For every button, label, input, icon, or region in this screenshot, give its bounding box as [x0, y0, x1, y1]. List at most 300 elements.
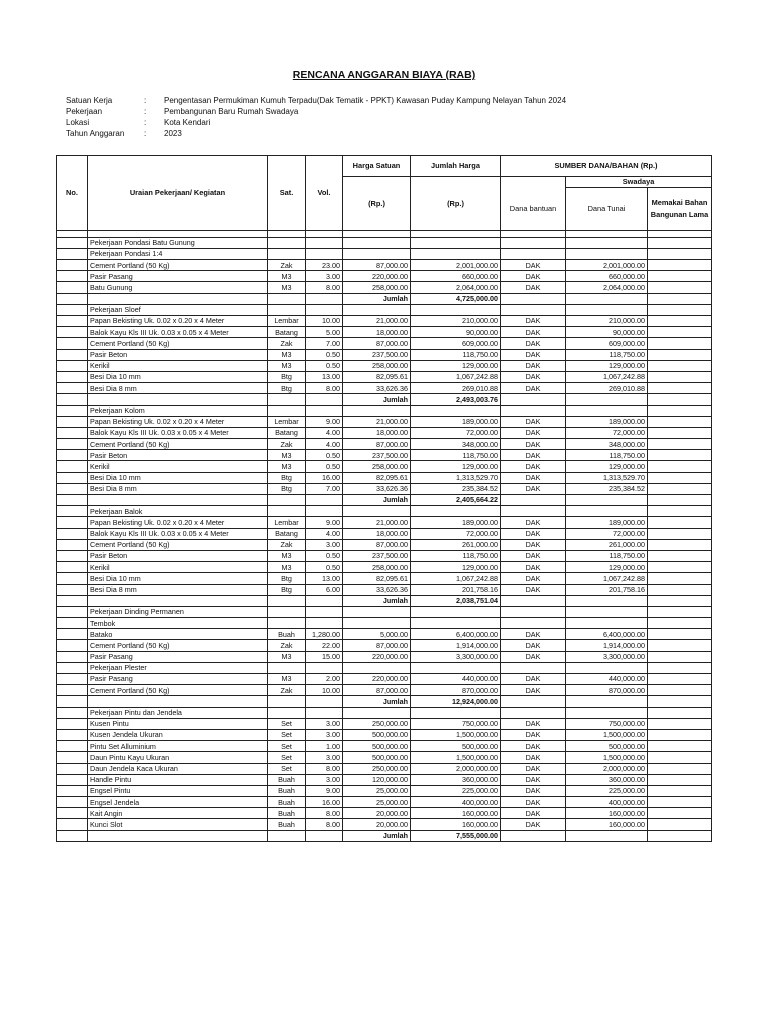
no-cell — [57, 371, 88, 382]
item-description: Engsel Jendela — [88, 797, 268, 808]
item-unit-price: 87,000.00 — [343, 439, 411, 450]
no-cell — [57, 248, 88, 259]
meta-separator: : — [144, 96, 147, 105]
item-volume: 13.00 — [306, 371, 343, 382]
item-bahan-lama — [648, 450, 712, 461]
no-cell — [57, 797, 88, 808]
item-unit-price: 258,000.00 — [343, 360, 411, 371]
item-unit: Set — [268, 718, 306, 729]
empty-cell — [306, 662, 343, 673]
item-dana-tunai: 210,000.00 — [566, 316, 648, 327]
empty-cell — [306, 304, 343, 315]
item-volume: 22.00 — [306, 640, 343, 651]
section-row — [57, 405, 712, 416]
empty-cell — [306, 394, 343, 405]
item-unit: Buah — [268, 629, 306, 640]
item-description: Kusen Pintu — [88, 718, 268, 729]
item-total-price: 160,000.00 — [411, 808, 501, 819]
item-unit-price: 250,000.00 — [343, 763, 411, 774]
item-dana-tunai: 225,000.00 — [566, 785, 648, 796]
section-title: Pekerjaan Sloef — [88, 304, 268, 315]
table-row — [57, 819, 712, 830]
meta-row — [66, 96, 566, 107]
subtotal-row — [57, 394, 712, 405]
empty-cell — [566, 830, 648, 841]
item-unit-price: 20,000.00 — [343, 819, 411, 830]
item-total-price: 360,000.00 — [411, 774, 501, 785]
item-dana-bantuan: DAK — [501, 360, 566, 371]
item-description: Kerikil — [88, 461, 268, 472]
header-harga-unit: (Rp.) — [343, 177, 411, 231]
table-row — [57, 371, 712, 382]
table-row — [57, 584, 712, 595]
subtotal-label: Jumlah — [343, 696, 411, 707]
item-description: Besi Dia 8 mm — [88, 383, 268, 394]
item-dana-bantuan: DAK — [501, 785, 566, 796]
empty-cell — [343, 304, 411, 315]
item-description: Pasir Beton — [88, 550, 268, 561]
item-dana-tunai: 2,001,000.00 — [566, 260, 648, 271]
no-cell — [57, 528, 88, 539]
section-row — [57, 237, 712, 248]
item-total-price: 1,067,242.88 — [411, 371, 501, 382]
item-volume: 0.50 — [306, 550, 343, 561]
item-unit-price: 33,626.36 — [343, 383, 411, 394]
item-description: Balok Kayu Kls III Uk. 0.03 x 0.05 x 4 Meter — [88, 427, 268, 438]
item-bahan-lama — [648, 785, 712, 796]
item-dana-bantuan: DAK — [501, 741, 566, 752]
item-dana-tunai: 129,000.00 — [566, 461, 648, 472]
item-dana-tunai: 189,000.00 — [566, 416, 648, 427]
empty-cell — [343, 506, 411, 517]
empty-cell — [343, 237, 411, 248]
no-cell — [57, 416, 88, 427]
item-unit: Set — [268, 763, 306, 774]
item-total-price: 235,384.52 — [411, 483, 501, 494]
section-title: Pekerjaan Dinding Permanen — [88, 606, 268, 617]
item-bahan-lama — [648, 629, 712, 640]
item-dana-tunai: 3,300,000.00 — [566, 651, 648, 662]
item-description: Papan Bekisting Uk. 0.02 x 0.20 x 4 Meter — [88, 416, 268, 427]
item-bahan-lama — [648, 729, 712, 740]
empty-cell — [501, 495, 566, 506]
item-dana-bantuan: DAK — [501, 282, 566, 293]
empty-cell — [306, 248, 343, 259]
item-total-price: 261,000.00 — [411, 539, 501, 550]
item-description: Pasir Pasang — [88, 651, 268, 662]
item-dana-bantuan: DAK — [501, 517, 566, 528]
item-unit-price: 220,000.00 — [343, 651, 411, 662]
no-cell — [57, 618, 88, 629]
empty-cell — [88, 293, 268, 304]
table-row — [57, 338, 712, 349]
item-volume: 3.00 — [306, 729, 343, 740]
item-unit: Buah — [268, 785, 306, 796]
empty-cell — [343, 618, 411, 629]
item-dana-tunai: 118,750.00 — [566, 550, 648, 561]
item-bahan-lama — [648, 640, 712, 651]
item-volume: 1,280.00 — [306, 629, 343, 640]
no-cell — [57, 327, 88, 338]
header-sat: Sat. — [268, 156, 306, 231]
item-dana-tunai: 440,000.00 — [566, 674, 648, 685]
item-volume: 8.00 — [306, 383, 343, 394]
empty-cell — [88, 595, 268, 606]
item-dana-bantuan: DAK — [501, 729, 566, 740]
item-dana-tunai: 129,000.00 — [566, 360, 648, 371]
item-dana-bantuan: DAK — [501, 573, 566, 584]
item-unit-price: 33,626.36 — [343, 483, 411, 494]
empty-cell — [501, 394, 566, 405]
empty-cell — [501, 662, 566, 673]
empty-cell — [566, 405, 648, 416]
item-dana-tunai: 90,000.00 — [566, 327, 648, 338]
item-volume: 7.00 — [306, 338, 343, 349]
item-total-price: 118,750.00 — [411, 550, 501, 561]
item-volume: 16.00 — [306, 472, 343, 483]
meta-label: Lokasi — [66, 118, 90, 127]
item-bahan-lama — [648, 282, 712, 293]
item-unit-price: 220,000.00 — [343, 674, 411, 685]
empty-cell — [306, 506, 343, 517]
item-volume: 0.50 — [306, 349, 343, 360]
header-dana-tunai: Dana Tunai — [566, 188, 648, 231]
item-description: Batako — [88, 629, 268, 640]
empty-cell — [411, 237, 501, 248]
item-unit-price: 87,000.00 — [343, 539, 411, 550]
section-title: Pekerjaan Pondasi Batu Gunung — [88, 237, 268, 248]
item-unit: Btg — [268, 573, 306, 584]
item-dana-tunai: 72,000.00 — [566, 528, 648, 539]
empty-cell — [306, 595, 343, 606]
empty-cell — [268, 606, 306, 617]
item-unit-price: 18,000.00 — [343, 528, 411, 539]
item-dana-tunai: 609,000.00 — [566, 338, 648, 349]
item-bahan-lama — [648, 349, 712, 360]
no-cell — [57, 562, 88, 573]
item-dana-tunai: 118,750.00 — [566, 450, 648, 461]
no-cell — [57, 651, 88, 662]
empty-cell — [343, 230, 411, 237]
meta-row — [66, 107, 566, 118]
item-unit: Buah — [268, 808, 306, 819]
no-cell — [57, 718, 88, 729]
item-dana-bantuan: DAK — [501, 260, 566, 271]
item-volume: 10.00 — [306, 685, 343, 696]
section-title: Tembok — [88, 618, 268, 629]
item-description: Balok Kayu Kls III Uk. 0.03 x 0.05 x 4 Meter — [88, 528, 268, 539]
item-bahan-lama — [648, 360, 712, 371]
table-row — [57, 539, 712, 550]
item-dana-bantuan: DAK — [501, 439, 566, 450]
empty-cell — [411, 405, 501, 416]
no-cell — [57, 830, 88, 841]
item-unit-price: 20,000.00 — [343, 808, 411, 819]
empty-cell — [306, 696, 343, 707]
table-row — [57, 729, 712, 740]
item-description: Pasir Pasang — [88, 271, 268, 282]
section-row — [57, 304, 712, 315]
no-cell — [57, 685, 88, 696]
no-cell — [57, 763, 88, 774]
subsection-row — [57, 248, 712, 259]
item-dana-bantuan: DAK — [501, 752, 566, 763]
header-harga: Harga Satuan — [343, 156, 411, 177]
header-uraian: Uraian Pekerjaan/ Kegiatan — [88, 156, 268, 231]
empty-cell — [648, 830, 712, 841]
item-unit: Buah — [268, 774, 306, 785]
item-description: Daun Jendela Kaca Ukuran — [88, 763, 268, 774]
item-unit: Set — [268, 741, 306, 752]
no-cell — [57, 539, 88, 550]
empty-cell — [411, 230, 501, 237]
item-total-price: 1,500,000.00 — [411, 752, 501, 763]
item-total-price: 210,000.00 — [411, 316, 501, 327]
empty-cell — [343, 248, 411, 259]
empty-cell — [501, 248, 566, 259]
no-cell — [57, 450, 88, 461]
item-bahan-lama — [648, 483, 712, 494]
item-total-price: 129,000.00 — [411, 461, 501, 472]
item-unit-price: 87,000.00 — [343, 338, 411, 349]
table-row — [57, 360, 712, 371]
empty-cell — [501, 618, 566, 629]
no-cell — [57, 674, 88, 685]
item-dana-tunai: 160,000.00 — [566, 808, 648, 819]
item-unit: Batang — [268, 528, 306, 539]
item-unit: M3 — [268, 562, 306, 573]
item-unit-price: 258,000.00 — [343, 282, 411, 293]
table-row — [57, 685, 712, 696]
item-dana-tunai: 750,000.00 — [566, 718, 648, 729]
empty-cell — [648, 230, 712, 237]
item-bahan-lama — [648, 539, 712, 550]
table-row — [57, 316, 712, 327]
empty-cell — [268, 248, 306, 259]
empty-cell — [501, 696, 566, 707]
empty-cell — [268, 696, 306, 707]
item-volume: 3.00 — [306, 271, 343, 282]
item-dana-bantuan: DAK — [501, 327, 566, 338]
item-description: Besi Dia 8 mm — [88, 584, 268, 595]
empty-cell — [343, 707, 411, 718]
item-total-price: 189,000.00 — [411, 517, 501, 528]
item-description: Besi Dia 10 mm — [88, 371, 268, 382]
item-unit: Batang — [268, 327, 306, 338]
item-total-price: 118,750.00 — [411, 349, 501, 360]
rab-body — [57, 230, 712, 841]
item-unit: M3 — [268, 674, 306, 685]
empty-cell — [648, 506, 712, 517]
item-description: Cement Portland (50 Kg) — [88, 260, 268, 271]
item-dana-tunai: 118,750.00 — [566, 349, 648, 360]
empty-cell — [343, 662, 411, 673]
item-total-price: 72,000.00 — [411, 528, 501, 539]
item-unit-price: 18,000.00 — [343, 427, 411, 438]
empty-cell — [306, 618, 343, 629]
item-dana-bantuan: DAK — [501, 562, 566, 573]
item-unit: M3 — [268, 271, 306, 282]
subtotal-row — [57, 495, 712, 506]
empty-cell — [268, 293, 306, 304]
table-row — [57, 674, 712, 685]
item-unit: Btg — [268, 483, 306, 494]
empty-cell — [501, 237, 566, 248]
no-cell — [57, 260, 88, 271]
item-unit-price: 500,000.00 — [343, 729, 411, 740]
item-volume: 8.00 — [306, 282, 343, 293]
item-dana-bantuan: DAK — [501, 316, 566, 327]
empty-cell — [411, 618, 501, 629]
item-dana-tunai: 500,000.00 — [566, 741, 648, 752]
meta-separator: : — [144, 129, 147, 138]
item-dana-tunai: 1,914,000.00 — [566, 640, 648, 651]
no-cell — [57, 237, 88, 248]
empty-cell — [566, 595, 648, 606]
item-volume: 3.00 — [306, 774, 343, 785]
item-bahan-lama — [648, 260, 712, 271]
item-dana-bantuan: DAK — [501, 808, 566, 819]
meta-value: Kota Kendari — [164, 118, 211, 127]
empty-cell — [501, 595, 566, 606]
item-bahan-lama — [648, 752, 712, 763]
section-row — [57, 506, 712, 517]
item-unit-price: 82,095.61 — [343, 472, 411, 483]
no-cell — [57, 741, 88, 752]
item-total-price: 609,000.00 — [411, 338, 501, 349]
item-unit-price: 21,000.00 — [343, 416, 411, 427]
no-cell — [57, 271, 88, 282]
meta-row — [66, 118, 566, 129]
item-description: Engsel Pintu — [88, 785, 268, 796]
item-unit: Buah — [268, 797, 306, 808]
section-row — [57, 662, 712, 673]
item-volume: 3.00 — [306, 752, 343, 763]
item-description: Pasir Beton — [88, 450, 268, 461]
item-total-price: 1,914,000.00 — [411, 640, 501, 651]
item-unit-price: 18,000.00 — [343, 327, 411, 338]
item-unit: M3 — [268, 450, 306, 461]
item-bahan-lama — [648, 271, 712, 282]
empty-cell — [566, 662, 648, 673]
item-total-price: 269,010.88 — [411, 383, 501, 394]
table-row — [57, 785, 712, 796]
empty-cell — [306, 830, 343, 841]
table-row — [57, 741, 712, 752]
table-row — [57, 416, 712, 427]
item-dana-bantuan: DAK — [501, 371, 566, 382]
empty-cell — [648, 618, 712, 629]
item-total-price: 72,000.00 — [411, 427, 501, 438]
no-cell — [57, 405, 88, 416]
item-dana-bantuan: DAK — [501, 584, 566, 595]
item-bahan-lama — [648, 685, 712, 696]
item-bahan-lama — [648, 808, 712, 819]
item-dana-bantuan: DAK — [501, 338, 566, 349]
header-jumlah: Jumlah Harga — [411, 156, 501, 177]
item-total-price: 189,000.00 — [411, 416, 501, 427]
empty-cell — [88, 830, 268, 841]
empty-cell — [566, 237, 648, 248]
no-cell — [57, 819, 88, 830]
item-total-price: 500,000.00 — [411, 741, 501, 752]
item-dana-bantuan: DAK — [501, 461, 566, 472]
section-title: Pekerjaan Plester — [88, 662, 268, 673]
item-bahan-lama — [648, 774, 712, 785]
table-row — [57, 528, 712, 539]
subtotal-label: Jumlah — [343, 394, 411, 405]
item-dana-tunai: 235,384.52 — [566, 483, 648, 494]
no-cell — [57, 383, 88, 394]
meta-value: 2023 — [164, 129, 182, 138]
empty-cell — [268, 707, 306, 718]
item-volume: 4.00 — [306, 439, 343, 450]
table-row — [57, 640, 712, 651]
item-description: Cement Portland (50 Kg) — [88, 539, 268, 550]
item-bahan-lama — [648, 528, 712, 539]
item-description: Daun Pintu Kayu Ukuran — [88, 752, 268, 763]
item-volume: 5.00 — [306, 327, 343, 338]
empty-cell — [501, 506, 566, 517]
header-dana-bantuan: Dana bantuan — [501, 188, 566, 231]
empty-cell — [306, 606, 343, 617]
empty-cell — [566, 230, 648, 237]
subtotal-label: Jumlah — [343, 830, 411, 841]
item-unit: Btg — [268, 584, 306, 595]
item-unit-price: 500,000.00 — [343, 752, 411, 763]
item-description: Pasir Beton — [88, 349, 268, 360]
empty-cell — [648, 595, 712, 606]
item-volume: 0.50 — [306, 461, 343, 472]
item-unit: Lembar — [268, 416, 306, 427]
empty-cell — [566, 394, 648, 405]
empty-cell — [648, 293, 712, 304]
item-unit-price: 25,000.00 — [343, 785, 411, 796]
item-volume: 9.00 — [306, 785, 343, 796]
header-memakai-bahan: Memakai Bahan Bangunan Lama — [648, 188, 712, 231]
item-total-price: 1,500,000.00 — [411, 729, 501, 740]
item-total-price: 870,000.00 — [411, 685, 501, 696]
no-cell — [57, 662, 88, 673]
item-unit: Btg — [268, 371, 306, 382]
empty-cell — [268, 304, 306, 315]
item-description: Kerikil — [88, 562, 268, 573]
item-bahan-lama — [648, 584, 712, 595]
meta-row — [66, 129, 566, 140]
empty-cell — [501, 606, 566, 617]
no-cell — [57, 427, 88, 438]
item-total-price: 1,313,529.70 — [411, 472, 501, 483]
no-cell — [57, 573, 88, 584]
item-unit: Zak — [268, 539, 306, 550]
item-dana-tunai: 201,758.16 — [566, 584, 648, 595]
item-volume: 6.00 — [306, 584, 343, 595]
section-title: Pekerjaan Kolom — [88, 405, 268, 416]
table-row — [57, 483, 712, 494]
empty-cell — [501, 293, 566, 304]
item-description: Batu Gunung — [88, 282, 268, 293]
item-volume: 7.00 — [306, 483, 343, 494]
table-row — [57, 383, 712, 394]
item-dana-bantuan: DAK — [501, 383, 566, 394]
item-bahan-lama — [648, 741, 712, 752]
header-swadaya: Swadaya — [566, 177, 712, 188]
item-volume: 16.00 — [306, 797, 343, 808]
item-bahan-lama — [648, 550, 712, 561]
item-description: Cement Portland (50 Kg) — [88, 439, 268, 450]
empty-cell — [268, 495, 306, 506]
empty-cell — [306, 707, 343, 718]
